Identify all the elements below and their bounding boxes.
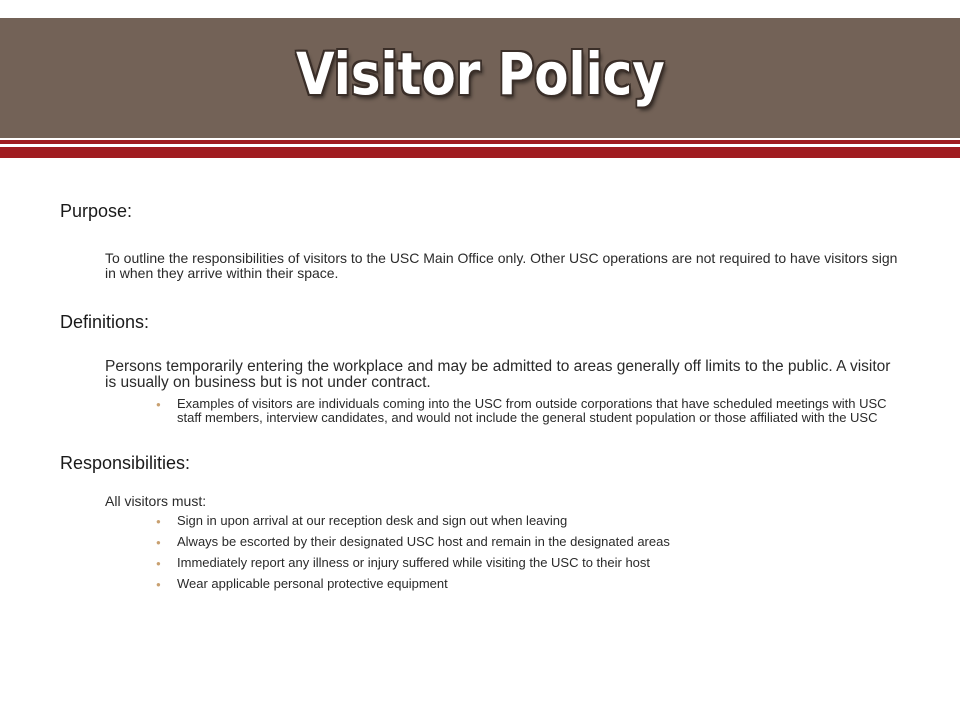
bullet-icon: ● (156, 538, 161, 547)
slide-content (60, 200, 900, 591)
responsibilities-heading: Responsibilities: (60, 453, 191, 473)
responsibility-text: Immediately report any illness or injury suffered while visiting the USC to their host (177, 555, 651, 570)
title-band (0, 18, 960, 138)
responsibility-text: Sign in upon arrival at our reception desk and sign out when leaving (177, 513, 568, 528)
definitions-bullet-text: Examples of visitors are individuals coming into the USC from outside corporations that have scheduled meetings with USC staff members, interview candidates, and would not include the general student population or those affiliated with the USC (177, 396, 887, 425)
purpose-text: To outline the responsibilities of visitors to the USC Main Office only. Other USC operations are not required to have visitors sign in when they arrive within their space. (105, 250, 898, 281)
list-item (156, 576, 900, 591)
accent-stripe-thick (0, 147, 960, 158)
bullet-icon: ● (156, 559, 161, 568)
list-item (156, 396, 900, 425)
responsibility-text: Wear applicable personal protective equipment (177, 576, 448, 591)
responsibilities-bullet-list (60, 514, 900, 591)
bullet-icon: ● (156, 580, 161, 589)
responsibility-text: Always be escorted by their designated USC host and remain in the designated areas (177, 534, 670, 549)
definitions-heading: Definitions: (60, 312, 150, 332)
list-item (156, 534, 900, 549)
bullet-icon: ● (156, 400, 161, 409)
responsibilities-intro: All visitors must: (105, 493, 207, 509)
slide-title: Visitor Policy (295, 40, 665, 108)
list-item (156, 513, 900, 528)
accent-stripe-thin (0, 140, 960, 144)
purpose-heading: Purpose: (60, 201, 133, 221)
bullet-icon: ● (156, 517, 161, 526)
list-item (156, 555, 900, 570)
definitions-text: Persons temporarily entering the workplace and may be admitted to areas generally off limits to the public. A visitor is usually on business but is not under contract. (105, 358, 891, 391)
definitions-bullet-list (60, 397, 900, 425)
